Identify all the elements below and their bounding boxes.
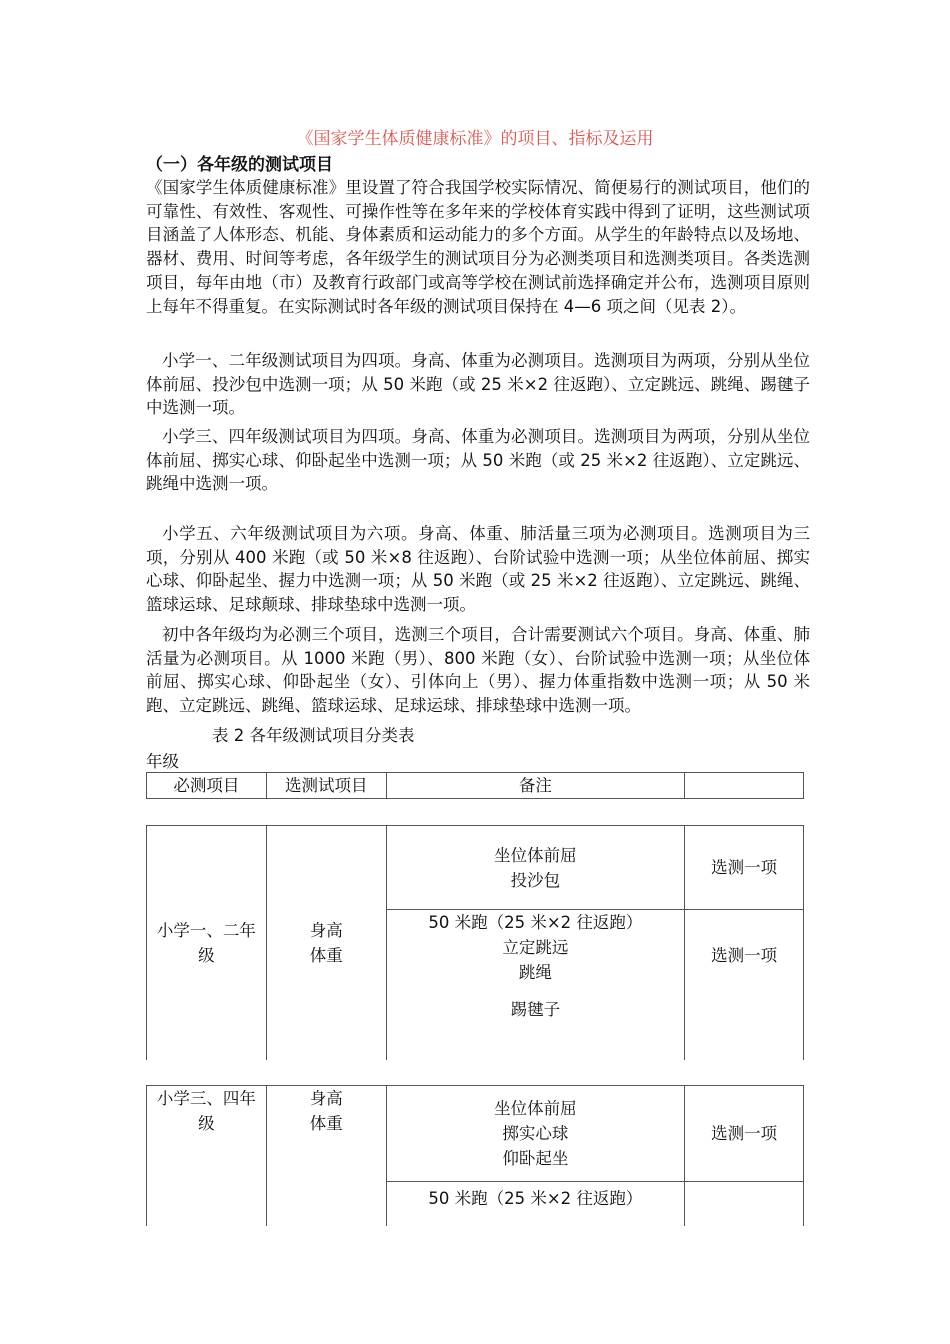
grade-cell [147, 826, 267, 1060]
table-section-grade-1-2 [146, 825, 804, 1060]
grade-name: 小学三、四年级 [156, 1089, 256, 1133]
optional-group-cell [386, 826, 685, 910]
table-caption: 表 2 各年级测试项目分类表 [212, 726, 415, 745]
optional-item: 掷实心球 [502, 1124, 569, 1143]
optional-group-cell [386, 1182, 685, 1226]
note-cell: 选测一项 [685, 826, 804, 910]
required-items-cell [266, 1086, 386, 1226]
table-grade-label: 年级 [146, 752, 179, 771]
optional-item: 跳绳 [518, 963, 552, 982]
note-cell: 选测一项 [685, 1086, 804, 1182]
optional-item: 仰卧起坐 [502, 1149, 569, 1168]
grade-cell [147, 1086, 267, 1226]
table-section-grade-3-4 [146, 1085, 804, 1226]
optional-group-cell [386, 1086, 685, 1182]
paragraph-grade-5-6: 小学五、六年级测试项目为六项。身高、体重、肺活量三项为必测项目。选测项目为三项，分别从 400 米跑（或 50 米×8 往返跑）、台阶试验中选测一项；从坐位体前屈、掷实心球、仰卧起坐、握力中选测一项；从 50 米跑（或 25 米×2 往返跑）、立定跳远、跳绳、篮球运球、足球颠球、排球垫球中选测一项。 [146, 524, 810, 615]
note-cell [685, 1182, 804, 1226]
paragraph-intro: 《国家学生体质健康标准》里设置了符合我国学校实际情况、简便易行的测试项目，他们的可靠性、有效性、客观性、可操作性等在多年来的学校体育实践中得到了证明，这些测试项目涵盖了人体形态、机能、身体素质和运动能力的多个方面。从学生的年龄特点以及场地、器材、费用、时间等考虑，各年级学生的测试项目分为必测类项目和选测类项目。各类选测项目，每年由地（市）及教育行政部门或高等学校在测试前选择确定并公布，选测项目原则上每年不得重复。在实际测试时各年级的测试项目保持在 4—6 项之间（见表 2）。 [146, 178, 810, 316]
table-header [146, 772, 804, 799]
note-cell: 选测一项 [685, 910, 804, 1060]
optional-item: 坐位体前屈 [494, 845, 577, 865]
paragraph-grade-1-2: 小学一、二年级测试项目为四项。身高、体重为必测项目。选测项目为两项，分别从坐位体前屈、投沙包中选测一项；从 50 米跑（或 25 米×2 往返跑）、立定跳远、跳绳、踢毽子中选测一项。 [146, 351, 810, 418]
header-extra [685, 773, 804, 799]
required-item: 身高 [309, 1089, 343, 1108]
optional-item: 踢毽子 [510, 1000, 561, 1019]
optional-item: 50 米跑（25 米×2 往返跑） [428, 1189, 643, 1208]
optional-item: 投沙包 [510, 870, 561, 890]
optional-item: 坐位体前屈 [494, 1099, 577, 1118]
required-items-cell [266, 826, 386, 1060]
optional-item: 立定跳远 [502, 938, 569, 957]
document-title: 《国家学生体质健康标准》的项目、指标及运用 [296, 129, 654, 149]
header-notes: 备注 [386, 773, 685, 799]
required-item: 身高 [309, 920, 343, 940]
required-item: 体重 [309, 945, 343, 965]
grade-name: 小学一、二年级 [156, 920, 256, 965]
optional-item: 50 米跑（25 米×2 往返跑） [428, 913, 643, 932]
header-required: 必测项目 [147, 773, 267, 799]
paragraph-grade-3-4: 小学三、四年级测试项目为四项。身高、体重为必测项目。选测项目为两项，分别从坐位体前屈、掷实心球、仰卧起坐中选测一项；从 50 米跑（或 25 米×2 往返跑）、立定跳远、跳绳中选测一项。 [146, 427, 810, 494]
optional-group-cell [386, 910, 685, 1060]
header-optional: 选测试项目 [266, 773, 386, 799]
paragraph-junior-high: 初中各年级均为必测三个项目，选测三个项目，合计需要测试六个项目。身高、体重、肺活量为必测项目。从 1000 米跑（男）、800 米跑（女）、台阶试验中选测一项；从坐位体前屈、掷实心球、仰卧起坐（女）、引体向上（男）、握力体重指数中选测一项；从 50 米跑、立定跳远、跳绳、篮球运球、足球运球、排球垫球中选测一项。 [146, 625, 810, 716]
required-item: 体重 [309, 1114, 343, 1133]
section-heading: （一）各年级的测试项目 [146, 155, 333, 175]
